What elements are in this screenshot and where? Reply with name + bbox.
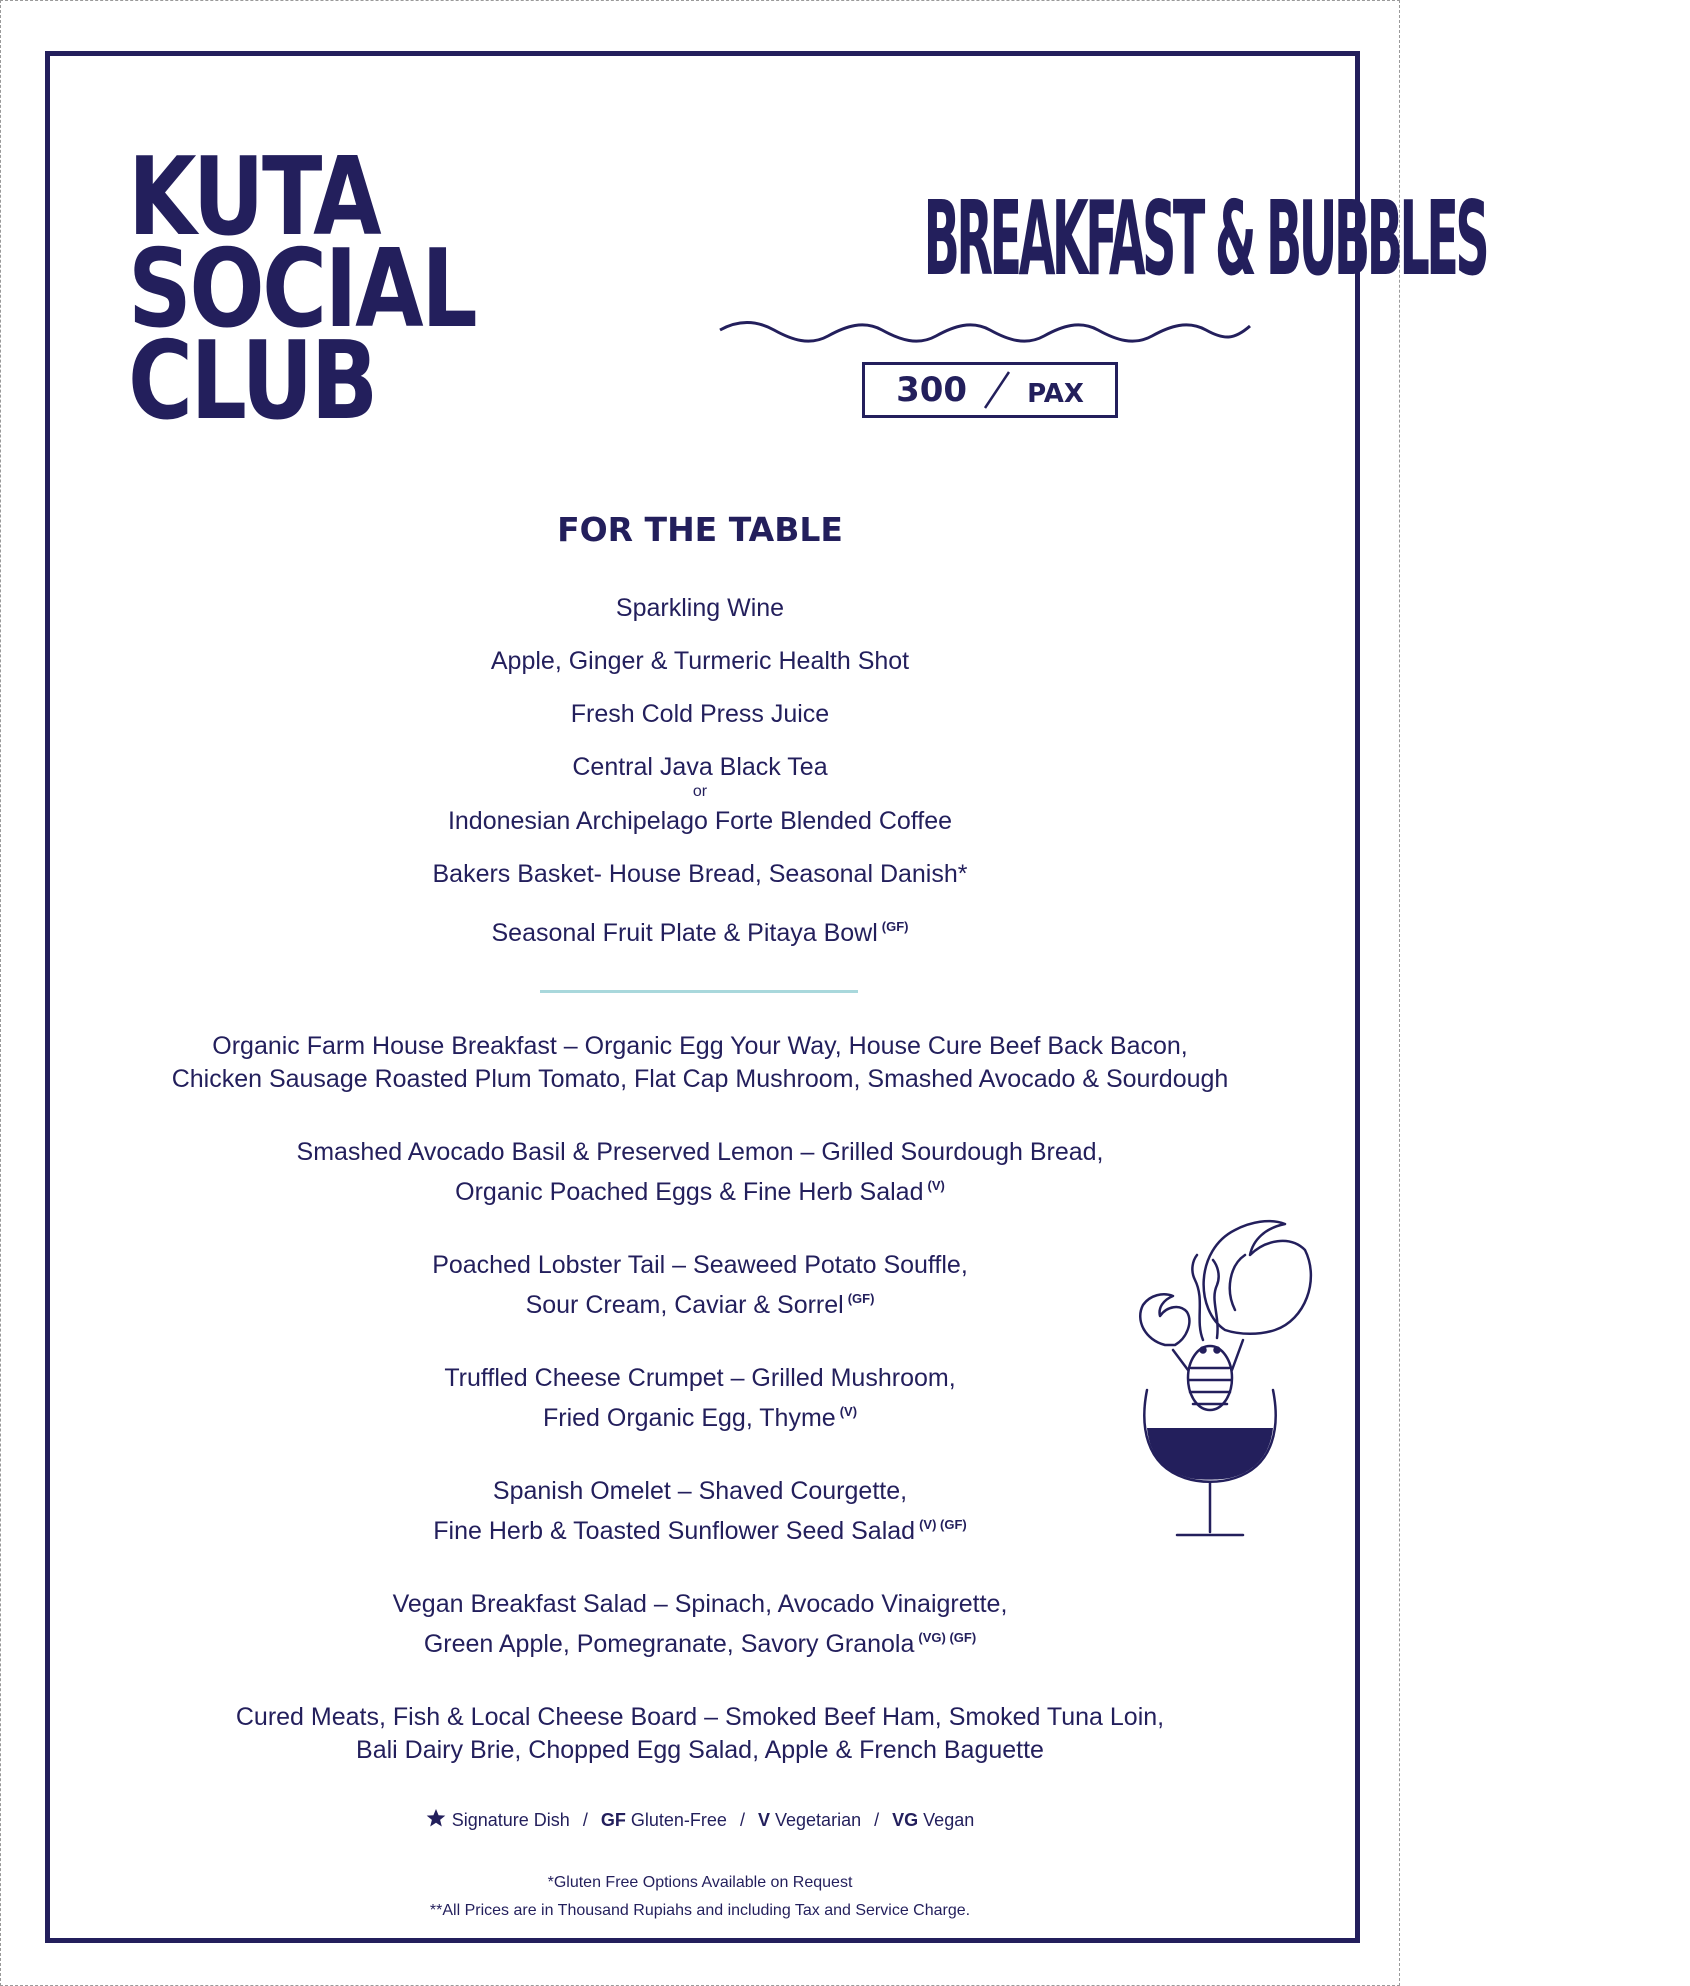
legend-gf-abbr: GF: [600, 1810, 626, 1830]
dietary-tag: (V): [839, 1404, 858, 1419]
dish-line-1: Truffled Cheese Crumpet – Grilled Mushroom,: [444, 1364, 956, 1392]
legend-v-abbr: V: [757, 1810, 770, 1830]
list-item: Sparkling Wine: [615, 594, 785, 622]
lobster-in-wine-glass-icon: [1125, 1210, 1310, 1555]
dish-item: [0, 1588, 1400, 1661]
list-item: Apple, Ginger & Turmeric Health Shot: [490, 647, 910, 675]
dish-line-1: Vegan Breakfast Salad – Spinach, Avocado Vinaigrette,: [392, 1590, 1008, 1618]
list-item: [0, 909, 1400, 962]
kuta-social-club-logo: [128, 135, 476, 452]
menu-title-text: BREAKFAST & BUBBLES: [923, 180, 1487, 299]
list-item: Central Java Black Tea: [572, 753, 828, 781]
dietary-tag: (GF): [847, 1291, 875, 1306]
logo-line-1: KUTA: [128, 135, 380, 260]
list-item-text: Seasonal Fruit Plate & Pitaya Bowl: [491, 919, 878, 947]
dish-item: [0, 1030, 1400, 1096]
dish-line-2-text: Organic Poached Eggs & Fine Herb Salad: [455, 1178, 924, 1206]
price-unit: PAX: [1027, 379, 1084, 409]
list-item: Bakers Basket- House Bread, Seasonal Danish*: [432, 860, 968, 888]
price-badge: [862, 362, 1118, 418]
dish-item: [0, 1136, 1400, 1209]
dish-line-1: Poached Lobster Tail – Seaweed Potato Souffle,: [432, 1251, 968, 1279]
dish-line-2: Chicken Sausage Roasted Plum Tomato, Flat Cap Mushroom, Smashed Avocado & Sourdough: [171, 1065, 1229, 1093]
star-icon: [426, 1808, 446, 1828]
dish-line-2-text: Fine Herb & Toasted Sunflower Seed Salad: [433, 1517, 916, 1545]
menu-title: [720, 180, 1487, 300]
slash-icon: [977, 368, 1017, 412]
legend-separator: /: [582, 1810, 588, 1830]
wave-decoration: [718, 318, 1252, 348]
dish-line-1: Smashed Avocado Basil & Preserved Lemon – Grilled Sourdough Bread,: [296, 1138, 1104, 1166]
dietary-tag: (GF): [881, 919, 909, 934]
for-the-table-list: [0, 590, 1400, 962]
section-title-for-the-table: FOR THE TABLE: [557, 510, 843, 549]
dietary-tag: (V) (GF): [919, 1517, 967, 1532]
dish-line-2-text: Green Apple, Pomegranate, Savory Granola: [423, 1630, 915, 1658]
legend-vg-abbr: VG: [892, 1810, 919, 1830]
section-divider: [540, 990, 858, 993]
dish-line-2-text: Sour Cream, Caviar & Sorrel: [525, 1291, 844, 1319]
legend-separator: /: [874, 1810, 880, 1830]
legend-separator: /: [739, 1810, 745, 1830]
dish-line-2: [0, 1621, 1400, 1661]
dietary-tag: (VG) (GF): [918, 1630, 977, 1645]
legend-gf: Gluten-Free: [630, 1810, 727, 1830]
dish-line-2-text: Fried Organic Egg, Thyme: [542, 1404, 836, 1432]
dish-line-1: Cured Meats, Fish & Local Cheese Board – Smoked Beef Ham, Smoked Tuna Loin,: [235, 1703, 1165, 1731]
list-item: Fresh Cold Press Juice: [570, 700, 830, 728]
legend-v: Vegetarian: [775, 1810, 862, 1830]
dish-line-1: Organic Farm House Breakfast – Organic Egg Your Way, House Cure Beef Back Bacon,: [212, 1032, 1188, 1060]
legend-signature: Signature Dish: [451, 1810, 570, 1830]
price-value: 300: [896, 370, 968, 410]
dietary-tag: (V): [927, 1178, 945, 1193]
legend-vg: Vegan: [923, 1810, 975, 1830]
logo-line-2: SOCIAL: [128, 227, 476, 352]
dish-line-1: Spanish Omelet – Shaved Courgette,: [492, 1477, 908, 1505]
dietary-legend: [0, 1808, 1400, 1831]
list-item: Indonesian Archipelago Forte Blended Coffee: [447, 807, 953, 835]
or-separator: or: [692, 783, 708, 800]
dish-line-2: Bali Dairy Brie, Chopped Egg Salad, Apple & French Baguette: [356, 1736, 1044, 1764]
dish-line-2: [0, 1169, 1400, 1209]
logo-line-3: CLUB: [128, 319, 376, 444]
gluten-free-note: *Gluten Free Options Available on Request: [547, 1874, 853, 1891]
price-note: **All Prices are in Thousand Rupiahs and including Tax and Service Charge.: [429, 1902, 971, 1919]
dish-item: [0, 1701, 1400, 1767]
